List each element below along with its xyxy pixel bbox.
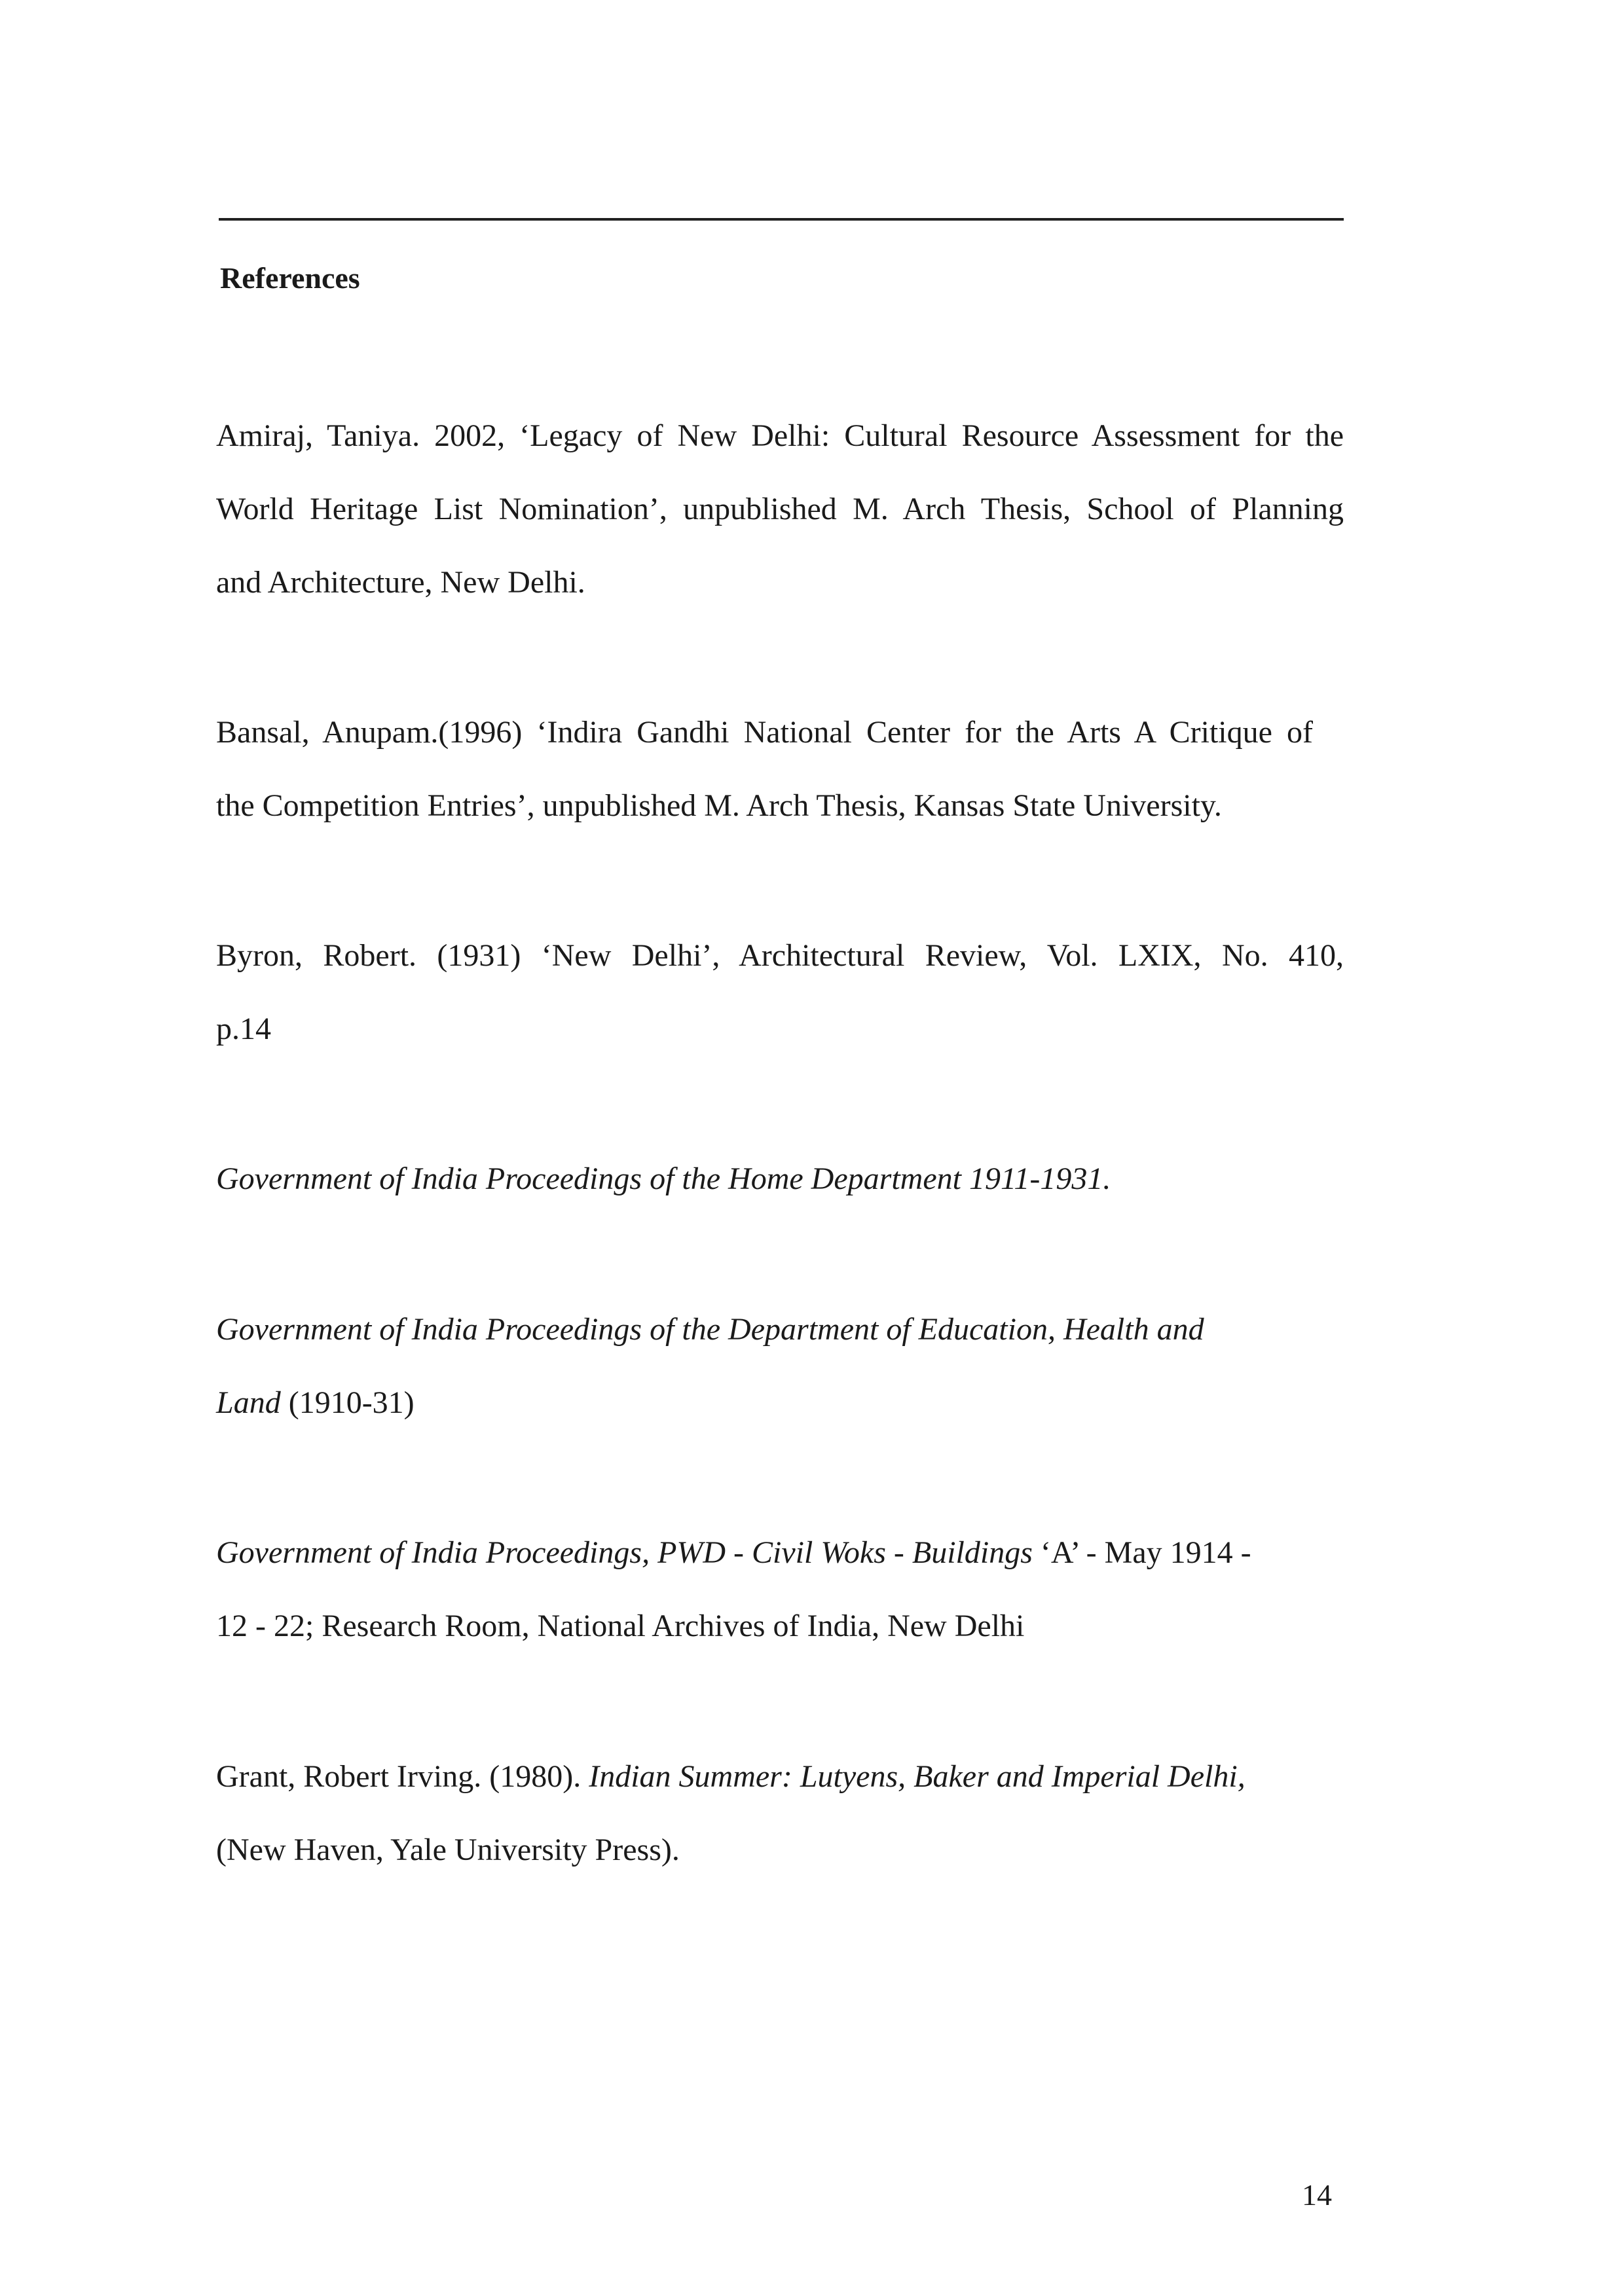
ref-grant-author: Grant, Robert Irving. (1980). bbox=[216, 1759, 589, 1794]
ref-grant-line-1 bbox=[216, 1760, 1246, 1795]
ref-byron-line-1: Byron, Robert. (1931) ‘New Delhi’, Architectural Review, Vol. LXIX, No. 410, bbox=[216, 938, 1344, 973]
ref-bansal-line-1: Bansal, Anupam.(1996) ‘Indira Gandhi National Center for the Arts A Critique of bbox=[216, 715, 1313, 750]
ref-goi-education-line-1: Government of India Proceedings of the Department of Education, Health and bbox=[216, 1312, 1204, 1347]
ref-goi-home: Government of India Proceedings of the Home Department 1911-1931. bbox=[216, 1161, 1111, 1196]
ref-goi-pwd-date: ‘A’ - May 1914 - bbox=[1032, 1535, 1251, 1570]
header-rule bbox=[219, 218, 1344, 221]
ref-amiraj-line-2: World Heritage List Nomination’, unpublished M. Arch Thesis, School of Planning bbox=[216, 492, 1344, 526]
ref-byron-line-2: p.14 bbox=[216, 1011, 271, 1046]
ref-goi-pwd-line-1 bbox=[216, 1536, 1251, 1571]
ref-grant-line-2: (New Haven, Yale University Press). bbox=[216, 1832, 680, 1867]
ref-goi-pwd-line-2: 12 - 22; Research Room, National Archives of India, New Delhi bbox=[216, 1609, 1025, 1643]
ref-goi-pwd-title: Government of India Proceedings, PWD - Civil Woks - Buildings bbox=[216, 1535, 1033, 1570]
ref-goi-education-years: (1910-31) bbox=[280, 1385, 415, 1420]
page-number: 14 bbox=[1302, 2178, 1332, 2212]
ref-goi-education-line-2 bbox=[216, 1386, 415, 1421]
ref-grant-title: Indian Summer: Lutyens, Baker and Imperial Delhi, bbox=[589, 1759, 1246, 1794]
ref-amiraj-line-1: Amiraj, Taniya. 2002, ‘Legacy of New Delhi: Cultural Resource Assessment for the bbox=[216, 418, 1344, 453]
ref-amiraj-line-3: and Architecture, New Delhi. bbox=[216, 565, 585, 600]
references-heading: References bbox=[220, 261, 360, 295]
ref-goi-education-land: Land bbox=[216, 1385, 281, 1420]
ref-bansal-line-2: the Competition Entries’, unpublished M. Arch Thesis, Kansas State University. bbox=[216, 788, 1222, 823]
